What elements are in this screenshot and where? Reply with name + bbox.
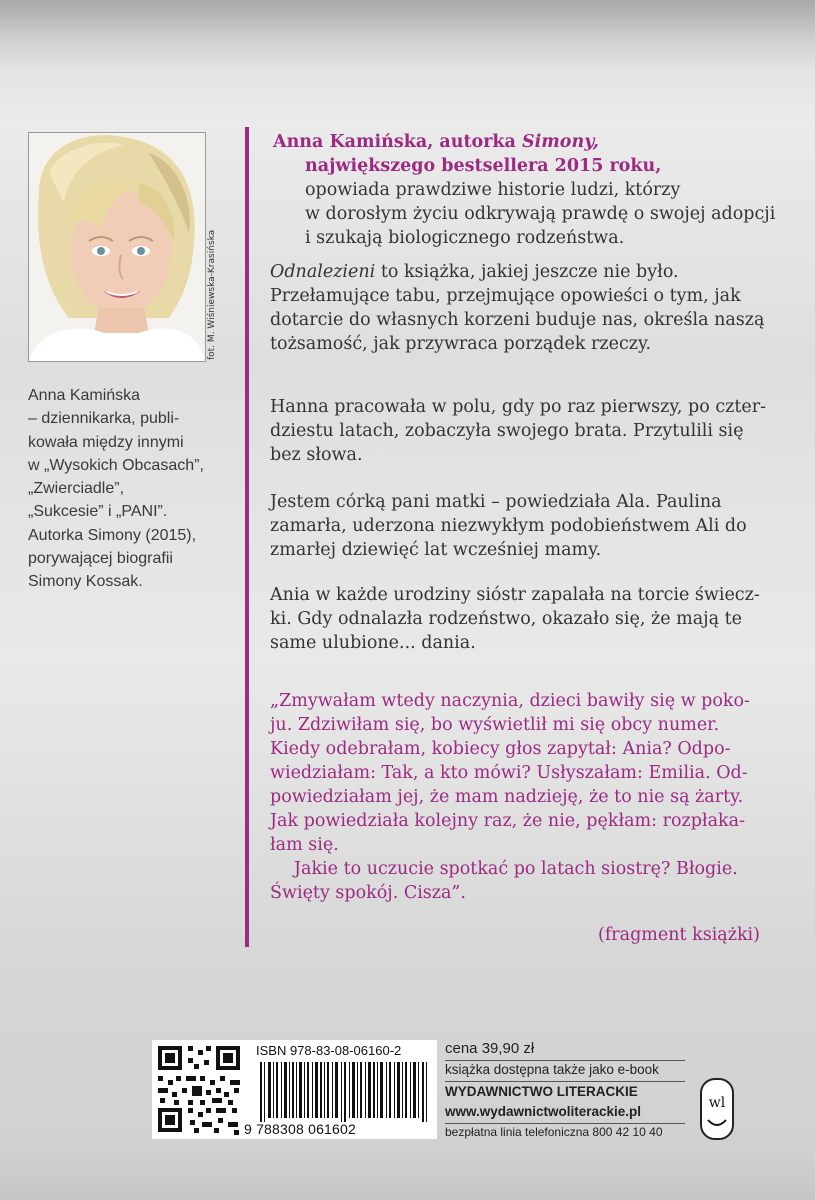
description-line: Przełamujące tabu, przejmujące opowieści o tym, jak [270,286,741,306]
publisher-phone: bezpłatna linia telefoniczna 800 42 10 40 [445,1125,663,1139]
quote-line: Jak powiedziała kolejny raz, że nie, pękłam: rozpłaka- [270,811,745,831]
book-quote [270,689,750,905]
author-photo [28,132,206,362]
description-line: dotarcie do własnych korzeni buduje nas, określa naszą [270,310,765,330]
ebook-note: książka dostępna także jako e-book [445,1062,659,1077]
quote-source: (fragment książki) [598,925,760,945]
description-line: to książka, jakiej jeszcze nie było. [375,262,679,282]
quote-line: wiedziałam: Tak, a kto mówi? Usłyszałam: Emilia. Od- [270,763,748,783]
divider [445,1060,685,1061]
headline-italic: Simony, [522,132,599,152]
description-line: tożsamość, jak przywraca porządek rzeczy. [270,334,652,354]
story-line: Hanna pracowała w polu, gdy po raz pierwszy, po czter- [270,397,767,417]
author-bio [28,384,228,594]
bio-line: „Sukcesie” i „PANI”. [28,503,168,521]
story-line: Jestem córką pani matki – powiedziała Ala. Paulina [270,492,722,512]
headline-text: Anna Kamińska, autorka [273,132,522,152]
description [270,260,764,356]
book-title: Odnalezieni [270,262,376,282]
quote-line: ju. Zdziwiłam się, bo wyświetlił mi się obcy numer. [270,715,720,735]
barcode-digits: 9 788308 061602 [244,1121,356,1137]
story-ania [270,583,760,655]
story-line: zamarła, uderzona niezwykłym podobieństwem Ali do [270,516,747,536]
qr-code-icon [154,1042,244,1137]
story-line: same ulubione... dania. [270,633,476,653]
headline-text-2: największego bestsellera 2015 roku, [305,156,662,176]
magenta-divider [245,127,249,947]
bio-line: Simony Kossak. [28,573,143,591]
blurb-line: i szukają biologicznego rodzeństwa. [305,228,625,248]
bottom-shade [0,1150,815,1200]
story-ala [270,490,747,562]
top-shade [0,0,815,70]
price: cena 39,90 zł [445,1040,535,1057]
bio-line: – dziennikarka, publi- [28,410,180,428]
bio-line: Autorka Simony (2015), [28,526,197,544]
story-line: zmarłej dziewięć lat wcześniej mamy. [270,540,602,560]
story-line: Ania w każde urodziny sióstr zapalała na torcie świecz- [270,585,760,605]
story-line: dziestu latach, zobaczyła swojego brata. Przytulili się [270,421,744,441]
logo-text: wl [708,1095,726,1111]
quote-line: Kiedy odebrałam, kobiecy głos zapytał: Ania? Odpo- [270,739,731,759]
quote-line: Święty spokój. Cisza”. [270,883,466,903]
story-line: ki. Gdy odnalazła rodzeństwo, okazało się, że mają te [270,609,742,629]
bio-line: porywającej biografii [28,550,173,568]
author-portrait [29,133,205,361]
isbn: ISBN 978-83-08-06160-2 [256,1043,402,1058]
publisher-logo-mark [702,1080,732,1138]
photo-credit: fot. M. Wiśniewska-Krasińska [207,229,217,360]
blurb-line: opowiada prawdziwe historie ludzi, którzy [305,180,681,200]
quote-line: powiedziałam jej, że mam nadzieję, że to nie są żarty. [270,787,744,807]
quote-line: Jakie to uczucie spotkać po latach siostrę? Błogie. [294,859,738,879]
bio-line: „Zwierciadle”, [28,480,125,498]
story-line: bez słowa. [270,445,363,465]
divider [445,1081,685,1082]
quote-line: łam się. [270,835,339,855]
bio-line: Anna Kamińska [28,387,141,404]
bio-line: w „Wysokich Obcasach”, [28,456,204,474]
blurb-headline [273,130,775,250]
publisher-name: WYDAWNICTWO LITERACKIE [445,1084,638,1099]
publisher-logo-icon [700,1078,734,1140]
bio-line: kowała między innymi [28,433,184,451]
barcode-icon [260,1062,430,1122]
divider [445,1123,685,1124]
quote-line: „Zmywałam wtedy naczynia, dzieci bawiły się w poko- [270,691,750,711]
story-hanna [270,395,766,467]
blurb-line: w dorosłym życiu odkrywają prawdę o swojej adopcji [305,204,776,224]
publisher-url[interactable]: www.wydawnictwoliterackie.pl [445,1104,642,1119]
